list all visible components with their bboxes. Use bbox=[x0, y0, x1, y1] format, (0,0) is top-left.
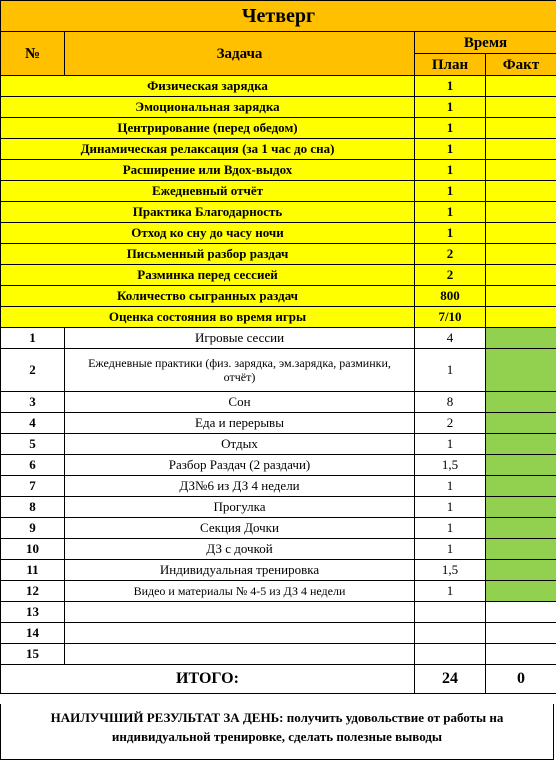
goal-plan: 1 bbox=[415, 76, 486, 97]
task-fact bbox=[486, 434, 556, 455]
task-num: 5 bbox=[1, 434, 65, 455]
task-fact bbox=[486, 497, 556, 518]
goal-task: Количество сыгранных раздач bbox=[1, 286, 415, 307]
task-plan bbox=[415, 644, 486, 665]
task-name bbox=[65, 623, 415, 644]
goal-task: Расширение или Вдох-выдох bbox=[1, 160, 415, 181]
task-plan: 1 bbox=[415, 349, 486, 392]
goal-fact bbox=[486, 307, 556, 328]
task-name: Игровые сессии bbox=[65, 328, 415, 349]
task-fact bbox=[486, 413, 556, 434]
task-num: 11 bbox=[1, 560, 65, 581]
goal-task: Ежедневный отчёт bbox=[1, 181, 415, 202]
task-fact bbox=[486, 518, 556, 539]
task-fact bbox=[486, 328, 556, 349]
task-plan: 8 bbox=[415, 392, 486, 413]
goal-row bbox=[1, 265, 556, 286]
task-row bbox=[1, 413, 556, 434]
goal-fact bbox=[486, 118, 556, 139]
task-fact bbox=[486, 560, 556, 581]
task-name: Прогулка bbox=[65, 497, 415, 518]
header-task: Задача bbox=[65, 32, 415, 76]
goal-fact bbox=[486, 181, 556, 202]
best-result-note bbox=[0, 704, 554, 760]
goal-row bbox=[1, 160, 556, 181]
goal-task: Эмоциональная зарядка bbox=[1, 97, 415, 118]
task-num: 3 bbox=[1, 392, 65, 413]
total-plan: 24 bbox=[415, 665, 486, 694]
task-fact bbox=[486, 623, 556, 644]
goal-plan: 1 bbox=[415, 160, 486, 181]
goal-fact bbox=[486, 223, 556, 244]
goal-plan: 1 bbox=[415, 181, 486, 202]
task-num: 2 bbox=[1, 349, 65, 392]
goal-task: Письменный разбор раздач bbox=[1, 244, 415, 265]
task-name: ДЗ№6 из ДЗ 4 недели bbox=[65, 476, 415, 497]
task-name: Отдых bbox=[65, 434, 415, 455]
task-name: Сон bbox=[65, 392, 415, 413]
task-row bbox=[1, 328, 556, 349]
task-row bbox=[1, 392, 556, 413]
task-fact bbox=[486, 644, 556, 665]
goal-plan: 1 bbox=[415, 97, 486, 118]
task-row bbox=[1, 476, 556, 497]
goal-task: Физическая зарядка bbox=[1, 76, 415, 97]
task-row bbox=[1, 581, 556, 602]
task-plan: 1,5 bbox=[415, 560, 486, 581]
task-name: Ежедневные практики (физ. зарядка, эм.зарядка, разминки, отчёт) bbox=[65, 349, 415, 392]
total-fact: 0 bbox=[486, 665, 556, 694]
task-plan: 1 bbox=[415, 581, 486, 602]
task-num: 8 bbox=[1, 497, 65, 518]
goal-plan: 1 bbox=[415, 139, 486, 160]
goal-plan: 7/10 bbox=[415, 307, 486, 328]
goal-task: Динамическая релаксация (за 1 час до сна) bbox=[1, 139, 415, 160]
goal-fact bbox=[486, 286, 556, 307]
total-row bbox=[1, 665, 556, 694]
task-plan: 2 bbox=[415, 413, 486, 434]
task-plan: 1 bbox=[415, 434, 486, 455]
goal-fact bbox=[486, 139, 556, 160]
best-result-label: НАИЛУЧШИЙ РЕЗУЛЬТАТ ЗА ДЕНЬ: bbox=[50, 710, 284, 725]
goal-task: Разминка перед сессией bbox=[1, 265, 415, 286]
goal-row bbox=[1, 139, 556, 160]
goal-plan: 1 bbox=[415, 202, 486, 223]
day-title: Четверг bbox=[1, 1, 556, 32]
goal-plan: 1 bbox=[415, 118, 486, 139]
header-plan: План bbox=[415, 54, 486, 76]
task-plan: 1 bbox=[415, 497, 486, 518]
goal-row bbox=[1, 181, 556, 202]
task-num: 10 bbox=[1, 539, 65, 560]
goal-task: Центрирование (перед обедом) bbox=[1, 118, 415, 139]
goal-fact bbox=[486, 265, 556, 286]
task-plan: 4 bbox=[415, 328, 486, 349]
task-num: 6 bbox=[1, 455, 65, 476]
task-name bbox=[65, 602, 415, 623]
task-fact bbox=[486, 392, 556, 413]
task-row bbox=[1, 455, 556, 476]
goal-task: Оценка состояния во время игры bbox=[1, 307, 415, 328]
task-plan: 1,5 bbox=[415, 455, 486, 476]
task-fact bbox=[486, 349, 556, 392]
goal-plan: 1 bbox=[415, 223, 486, 244]
task-fact bbox=[486, 455, 556, 476]
task-plan bbox=[415, 602, 486, 623]
task-plan: 1 bbox=[415, 518, 486, 539]
goal-row bbox=[1, 118, 556, 139]
task-name: Секция Дочки bbox=[65, 518, 415, 539]
goal-plan: 800 bbox=[415, 286, 486, 307]
goal-row bbox=[1, 286, 556, 307]
best-result-text: получить удовольствие от работы на индивидуальной тренировке, сделать полезные выводы bbox=[111, 710, 504, 744]
task-num: 1 bbox=[1, 328, 65, 349]
task-num: 15 bbox=[1, 644, 65, 665]
task-num: 7 bbox=[1, 476, 65, 497]
task-row bbox=[1, 602, 556, 623]
task-num: 9 bbox=[1, 518, 65, 539]
task-plan bbox=[415, 623, 486, 644]
goal-fact bbox=[486, 202, 556, 223]
goal-row bbox=[1, 307, 556, 328]
task-row bbox=[1, 349, 556, 392]
goal-row bbox=[1, 202, 556, 223]
task-num: 13 bbox=[1, 602, 65, 623]
task-row bbox=[1, 539, 556, 560]
goal-row bbox=[1, 244, 556, 265]
task-row bbox=[1, 497, 556, 518]
task-name: Еда и перерывы bbox=[65, 413, 415, 434]
goal-task: Практика Благодарность bbox=[1, 202, 415, 223]
task-fact bbox=[486, 602, 556, 623]
task-plan: 1 bbox=[415, 476, 486, 497]
goal-row bbox=[1, 97, 556, 118]
task-plan: 1 bbox=[415, 539, 486, 560]
task-name bbox=[65, 644, 415, 665]
task-row bbox=[1, 560, 556, 581]
goal-plan: 2 bbox=[415, 265, 486, 286]
total-label: ИТОГО: bbox=[1, 665, 415, 694]
task-fact bbox=[486, 581, 556, 602]
header-num: № bbox=[1, 32, 65, 76]
goal-fact bbox=[486, 160, 556, 181]
goal-fact bbox=[486, 97, 556, 118]
task-num: 4 bbox=[1, 413, 65, 434]
goal-fact bbox=[486, 244, 556, 265]
goal-row bbox=[1, 76, 556, 97]
task-fact bbox=[486, 476, 556, 497]
goal-row bbox=[1, 223, 556, 244]
task-fact bbox=[486, 539, 556, 560]
task-name: Разбор Раздач (2 раздачи) bbox=[65, 455, 415, 476]
task-name: ДЗ с дочкой bbox=[65, 539, 415, 560]
header-fact: Факт bbox=[486, 54, 556, 76]
task-row bbox=[1, 434, 556, 455]
task-num: 14 bbox=[1, 623, 65, 644]
header-time: Время bbox=[415, 32, 556, 54]
goal-fact bbox=[486, 76, 556, 97]
task-name: Индивидуальная тренировка bbox=[65, 560, 415, 581]
goal-task: Отход ко сну до часу ночи bbox=[1, 223, 415, 244]
goal-plan: 2 bbox=[415, 244, 486, 265]
task-row bbox=[1, 518, 556, 539]
task-num: 12 bbox=[1, 581, 65, 602]
task-row bbox=[1, 644, 556, 665]
task-row bbox=[1, 623, 556, 644]
task-name: Видео и материалы № 4-5 из ДЗ 4 недели bbox=[65, 581, 415, 602]
